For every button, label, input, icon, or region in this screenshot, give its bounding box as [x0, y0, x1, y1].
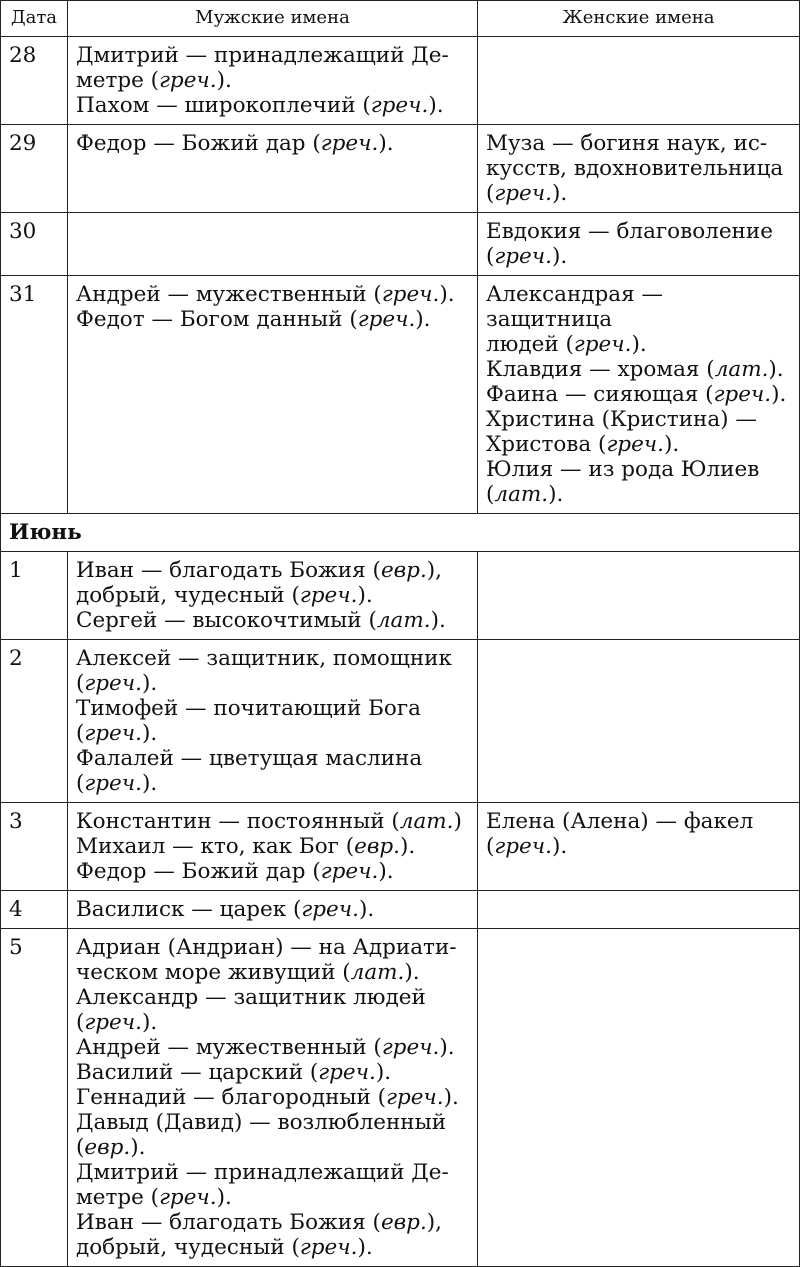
female-names-cell: [478, 640, 800, 803]
origin-language: греч.: [606, 432, 664, 457]
name-text: Адриан (Андриан) — на Адриати-: [76, 935, 457, 960]
name-entry-line: [76, 1010, 469, 1035]
name-text: Андрей — мужественный (: [76, 282, 382, 307]
origin-language: греч.: [301, 897, 359, 922]
table-row: [1, 640, 800, 803]
name-entry-line: [76, 721, 469, 746]
name-entry-line: [486, 407, 791, 432]
name-entry-line: [486, 156, 791, 181]
name-text: ческом море живущий (: [76, 960, 351, 985]
name-entry-line: [76, 1160, 469, 1185]
date-cell: 4: [1, 891, 68, 929]
name-text: ).: [404, 960, 420, 985]
name-entry-line: [486, 432, 791, 457]
name-text: Юлия — из рода Юлиев: [486, 457, 760, 482]
table-row: [1, 552, 800, 640]
name-entry-line: [76, 1210, 469, 1235]
male-names-cell: [68, 276, 478, 514]
name-entry-line: [486, 131, 791, 156]
header-male-names: Мужские имена: [68, 1, 478, 37]
origin-language: греч.: [159, 68, 217, 93]
name-entry-line: [76, 985, 469, 1010]
name-text: (: [76, 671, 85, 696]
name-text: ).: [548, 482, 564, 507]
name-text: ).: [415, 307, 431, 332]
header-female-names: Женские имена: [478, 1, 800, 37]
male-names-cell: [68, 640, 478, 803]
name-text: ).: [378, 859, 394, 884]
name-entry-line: [486, 219, 791, 244]
name-text: ).: [430, 608, 446, 633]
date-cell: 29: [1, 125, 68, 213]
name-entry-line: [76, 608, 469, 633]
name-text: ).: [771, 382, 787, 407]
name-entry-line: [486, 834, 791, 859]
name-entry-line: [76, 43, 469, 68]
origin-language: греч.: [357, 307, 416, 332]
origin-language: евр.: [84, 1135, 131, 1160]
name-text: Александрая — защитница: [486, 282, 664, 332]
name-text: (: [76, 771, 85, 796]
name-text: Федор — Божий дар (: [76, 131, 321, 156]
name-text: Фалалей — цветущая маслина: [76, 746, 423, 771]
name-text: ).: [141, 671, 158, 696]
name-entry-line: [76, 558, 469, 583]
male-names-cell: [68, 929, 478, 1267]
name-text: ).: [551, 181, 568, 206]
name-entry-line: [486, 809, 791, 834]
origin-language: греч.: [159, 1185, 217, 1210]
name-entry-line: [486, 482, 791, 507]
name-text: добрый, чудесный (: [76, 1235, 300, 1260]
name-text: Пахом — широкоплечий (: [76, 93, 371, 118]
name-text: добрый, чудесный (: [76, 583, 300, 608]
name-text: ).: [439, 282, 455, 307]
table-header: [1, 1, 800, 37]
name-text: Дмитрий — принадлежащий Де-: [76, 1160, 449, 1185]
name-text: ).: [631, 332, 647, 357]
female-names-cell: [478, 37, 800, 125]
origin-language: лат.: [399, 809, 454, 834]
name-entry-line: [486, 357, 791, 382]
origin-language: греч.: [494, 834, 552, 859]
origin-language: греч.: [713, 382, 772, 407]
origin-language: греч.: [299, 1235, 358, 1260]
name-text: ).: [358, 897, 375, 922]
name-text: Елена (Алена) — факел: [486, 809, 754, 834]
name-text: Василий — царский (: [76, 1060, 319, 1085]
name-entry-line: [76, 646, 469, 671]
table-row: [1, 803, 800, 891]
date-cell: 30: [1, 213, 68, 276]
female-names-cell: [478, 213, 800, 276]
name-text: ).: [551, 834, 568, 859]
name-text: ),: [426, 558, 443, 583]
male-names-cell: [68, 213, 478, 276]
origin-language: греч.: [320, 131, 379, 156]
name-entry-line: [76, 935, 469, 960]
name-entry-line: [76, 671, 469, 696]
origin-language: греч.: [381, 1035, 440, 1060]
table-row: [1, 213, 800, 276]
name-text: Андрей — мужественный (: [76, 1035, 382, 1060]
origin-language: греч.: [318, 1060, 376, 1085]
name-entry-line: [486, 457, 791, 482]
name-text: Иван — благодать Божия (: [76, 558, 381, 583]
header-date: Дата: [1, 1, 68, 37]
name-text: Христова (: [486, 432, 607, 457]
name-text: ).: [216, 1185, 232, 1210]
name-text: ).: [130, 1135, 146, 1160]
table-body: [1, 37, 800, 1267]
name-text: ).: [141, 1010, 158, 1035]
name-entry-line: [76, 834, 469, 859]
origin-language: греч.: [299, 583, 358, 608]
name-text: метре (: [76, 68, 160, 93]
table-row: [1, 929, 800, 1267]
month-heading: Июнь: [1, 514, 800, 552]
name-entry-line: [76, 897, 469, 922]
origin-language: греч.: [381, 282, 440, 307]
name-entry-line: [76, 583, 469, 608]
female-names-cell: [478, 929, 800, 1267]
name-text: ): [453, 809, 462, 834]
name-text: ),: [426, 1210, 443, 1235]
month-heading-row: [1, 514, 800, 552]
male-names-cell: [68, 552, 478, 640]
name-text: Федор — Божий дар (: [76, 859, 321, 884]
name-entry-line: [76, 1235, 469, 1260]
name-text: Михаил — кто, как Бог (: [76, 834, 355, 859]
name-entry-line: [486, 382, 791, 407]
name-entry-line: [76, 771, 469, 796]
name-text: Фаина — сияющая (: [486, 382, 714, 407]
origin-language: лат.: [714, 357, 769, 382]
male-names-cell: [68, 125, 478, 213]
name-text: Константин — постоянный (: [76, 809, 400, 834]
male-names-cell: [68, 891, 478, 929]
name-text: Тимофей — почитающий Бога: [76, 696, 421, 721]
name-entry-line: [76, 960, 469, 985]
name-text: ).: [664, 432, 680, 457]
name-entry-line: [76, 93, 469, 118]
origin-language: греч.: [386, 1085, 444, 1110]
name-text: Иван — благодать Божия (: [76, 1210, 381, 1235]
name-text: ).: [378, 131, 394, 156]
name-text: (: [76, 721, 85, 746]
name-entry-line: [76, 68, 469, 93]
name-text: ).: [216, 68, 232, 93]
origin-language: греч.: [370, 93, 429, 118]
female-names-cell: [478, 891, 800, 929]
name-text: ).: [141, 771, 158, 796]
name-entry-line: [76, 1135, 469, 1160]
origin-language: лат.: [494, 482, 549, 507]
name-text: метре (: [76, 1185, 160, 1210]
name-text: Алексей — защитник, помощник: [76, 646, 452, 671]
date-cell: 28: [1, 37, 68, 125]
table-row: [1, 125, 800, 213]
name-text: Клавдия — хромая (: [486, 357, 715, 382]
origin-language: лат.: [350, 960, 405, 985]
date-cell: 1: [1, 552, 68, 640]
name-text: (: [76, 1135, 85, 1160]
name-text: Геннадий — благородный (: [76, 1085, 387, 1110]
table-row: [1, 276, 800, 514]
name-text: Федот — Богом данный (: [76, 307, 358, 332]
name-text: ).: [768, 357, 784, 382]
name-entry-line: [76, 696, 469, 721]
name-entry-line: [76, 1110, 469, 1135]
name-text: людей (: [486, 332, 574, 357]
table-row: [1, 37, 800, 125]
origin-language: греч.: [84, 1010, 142, 1035]
date-cell: 2: [1, 640, 68, 803]
name-text: (: [486, 482, 495, 507]
name-text: ).: [551, 244, 568, 269]
name-text: (: [486, 181, 495, 206]
origin-language: греч.: [494, 244, 552, 269]
name-text: (: [486, 834, 495, 859]
header-row: [1, 1, 800, 37]
name-entry-line: [76, 859, 469, 884]
name-text: ).: [357, 1235, 373, 1260]
name-entry-line: [486, 244, 791, 269]
name-text: Александр — защитник людей: [76, 985, 426, 1010]
origin-language: греч.: [494, 181, 552, 206]
name-text: Василиск — царек (: [76, 897, 302, 922]
name-entry-line: [486, 332, 791, 357]
origin-language: греч.: [573, 332, 632, 357]
name-entry-line: [76, 282, 469, 307]
name-text: ).: [428, 93, 444, 118]
name-text: ).: [141, 721, 158, 746]
name-entry-line: [76, 1185, 469, 1210]
origin-language: греч.: [84, 671, 142, 696]
name-text: (: [486, 244, 495, 269]
origin-language: греч.: [320, 859, 379, 884]
name-text: Сергей — высокочтимый (: [76, 608, 377, 633]
name-entry-line: [76, 131, 469, 156]
female-names-cell: [478, 803, 800, 891]
name-text: Давыд (Давид) — возлюбленный: [76, 1110, 447, 1135]
name-entry-line: [76, 1035, 469, 1060]
female-names-cell: [478, 552, 800, 640]
name-entry-line: [76, 307, 469, 332]
name-entry-line: [76, 809, 469, 834]
name-text: Христина (Кристина) —: [486, 407, 757, 432]
origin-language: евр.: [354, 834, 400, 859]
name-text: ).: [439, 1035, 455, 1060]
origin-language: евр.: [380, 1210, 427, 1235]
name-text: ).: [357, 583, 373, 608]
female-names-cell: [478, 276, 800, 514]
name-entry-line: [486, 282, 791, 332]
origin-language: евр.: [380, 558, 427, 583]
name-text: Дмитрий — принадлежащий Де-: [76, 43, 449, 68]
name-entry-line: [486, 181, 791, 206]
name-entry-line: [76, 746, 469, 771]
date-cell: 3: [1, 803, 68, 891]
name-text: (: [76, 1010, 85, 1035]
name-text: ).: [443, 1085, 459, 1110]
date-cell: 31: [1, 276, 68, 514]
name-text: кусств, вдохновительница: [486, 156, 784, 181]
origin-language: греч.: [84, 771, 142, 796]
origin-language: греч.: [84, 721, 142, 746]
male-names-cell: [68, 803, 478, 891]
origin-language: лат.: [376, 608, 431, 633]
name-entry-line: [76, 1085, 469, 1110]
name-entry-line: [76, 1060, 469, 1085]
male-names-cell: [68, 37, 478, 125]
female-names-cell: [478, 125, 800, 213]
name-text: Муза — богиня наук, ис-: [486, 131, 768, 156]
table-row: [1, 891, 800, 929]
name-text: ).: [400, 834, 416, 859]
name-text: ).: [375, 1060, 392, 1085]
date-cell: 5: [1, 929, 68, 1267]
name-text: Евдокия — благоволение: [486, 219, 773, 244]
